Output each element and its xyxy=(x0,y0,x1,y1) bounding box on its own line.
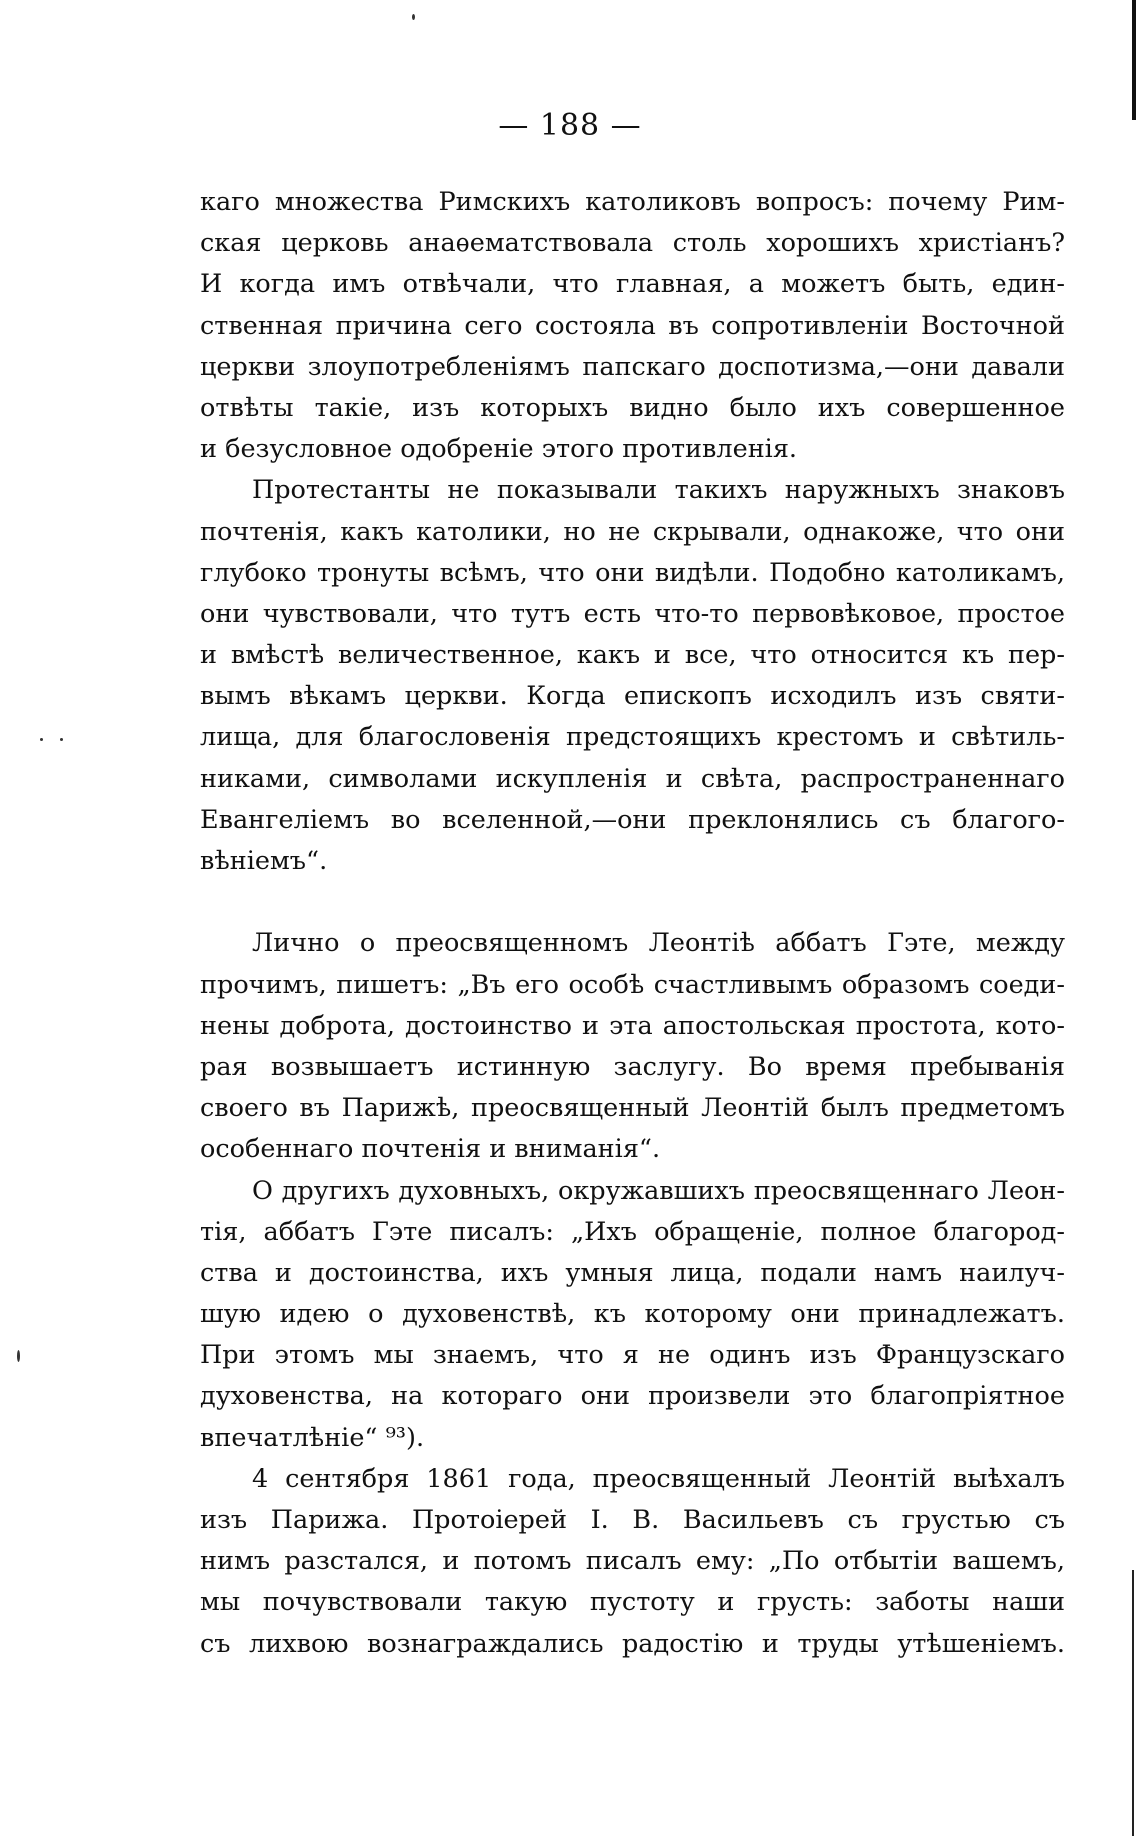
body-text xyxy=(200,182,1065,1665)
page-edge-line xyxy=(1132,1570,1134,1836)
text-line: своего въ Парижѣ, преосвященный Леонтій былъ предметомъ xyxy=(200,1093,1065,1124)
text-line: отвѣты такіе, изъ которыхъ видно было ихъ совершенное xyxy=(200,392,1065,423)
text-line: При этомъ мы знаемъ, что я не одинъ изъ Французскаго xyxy=(200,1340,1065,1371)
text-line: и вмѣстѣ величественное, какъ и все, что относится къ пер- xyxy=(200,640,1065,671)
text-line: ственная причина сего состояла въ сопротивленіи Восточной xyxy=(200,310,1065,341)
text-line: лища, для благословенія предстоящихъ крестомъ и свѣтиль- xyxy=(200,722,1065,753)
text-line: вѣніемъ“. xyxy=(200,846,328,876)
text-line: ства и достоинства, ихъ умныя лица, подали намъ наилуч- xyxy=(200,1257,1065,1288)
text-line: 4 сентября 1861 года, преосвященный Леонтій выѣхалъ xyxy=(252,1463,1065,1494)
print-speck xyxy=(17,1350,20,1362)
paragraph xyxy=(200,470,1065,923)
print-speck xyxy=(60,738,63,741)
text-line: нены доброта, достоинство и эта апостольская простота, кото- xyxy=(200,1010,1065,1041)
print-speck xyxy=(40,738,43,741)
text-line: Протестанты не показывали такихъ наружныхъ знаковъ xyxy=(252,475,1065,506)
text-line: впечатлѣніе“ ⁹³). xyxy=(200,1422,425,1453)
page-edge-shadow xyxy=(1132,0,1136,120)
text-line: ская церковь анаѳематствовала столь хорошихъ христіанъ? xyxy=(200,228,1065,259)
print-speck xyxy=(412,14,415,20)
text-line: Евангеліемъ во вселенной,—они преклонялись съ благого- xyxy=(200,804,1065,835)
text-line: Лично о преосвященномъ Леонтіѣ аббатъ Гэте, между xyxy=(252,928,1065,959)
text-line: и безусловное одобреніе этого противленія. xyxy=(200,434,798,465)
paragraph xyxy=(200,182,1065,470)
paragraph xyxy=(200,923,1065,1170)
text-line xyxy=(200,882,1065,923)
text-line: глубоко тронуты всѣмъ, что они видѣли. Подобно католикамъ, xyxy=(200,557,1065,588)
text-line: изъ Парижа. Протоіерей І. В. Васильевъ съ грустью съ xyxy=(200,1505,1065,1535)
text-line: мы почувствовали такую пустоту и грусть: заботы наши xyxy=(200,1587,1065,1618)
text-line: шую идею о духовенствѣ, къ которому они принадлежатъ. xyxy=(200,1299,1065,1330)
text-line: съ лихвою вознаграждались радостію и труды утѣшеніемъ. xyxy=(200,1628,1065,1659)
text-line: прочимъ, пишетъ: „Въ его особѣ счастливымъ образомъ соеди- xyxy=(200,969,1065,1000)
text-line: нимъ разстался, и потомъ писалъ ему: „По отбытіи вашемъ, xyxy=(200,1546,1065,1577)
paragraph xyxy=(200,1459,1065,1665)
text-line: никами, символами искупленія и свѣта, распространеннаго xyxy=(200,763,1065,794)
text-line: О другихъ духовныхъ, окружавшихъ преосвященнаго Леон- xyxy=(252,1175,1065,1206)
text-line: каго множества Римскихъ католиковъ вопросъ: почему Рим- xyxy=(200,187,1065,217)
text-line: И когда имъ отвѣчали, что главная, а можетъ быть, един- xyxy=(200,269,1065,300)
text-line: церкви злоупотребленіямъ папскаго доспотизма,—они давали xyxy=(200,351,1065,382)
text-line: вымъ вѣкамъ церкви. Когда епископъ исходилъ изъ святи- xyxy=(200,681,1065,712)
paragraph xyxy=(200,1171,1065,1459)
text-line: они чувствовали, что тутъ есть что-то первовѣковое, простое xyxy=(200,598,1065,629)
text-line: духовенства, на котораго они произвели это благопріятное xyxy=(200,1381,1065,1412)
page-number: — 188 — xyxy=(498,108,642,143)
text-line: особеннаго почтенія и вниманія“. xyxy=(200,1134,661,1165)
text-line: почтенія, какъ католики, но не скрывали, однакоже, что они xyxy=(200,516,1065,547)
text-line: тія, аббатъ Гэте писалъ: „Ихъ обращеніе, полное благород- xyxy=(200,1216,1065,1247)
text-line: рая возвышаетъ истинную заслугу. Во время пребыванія xyxy=(200,1051,1065,1082)
